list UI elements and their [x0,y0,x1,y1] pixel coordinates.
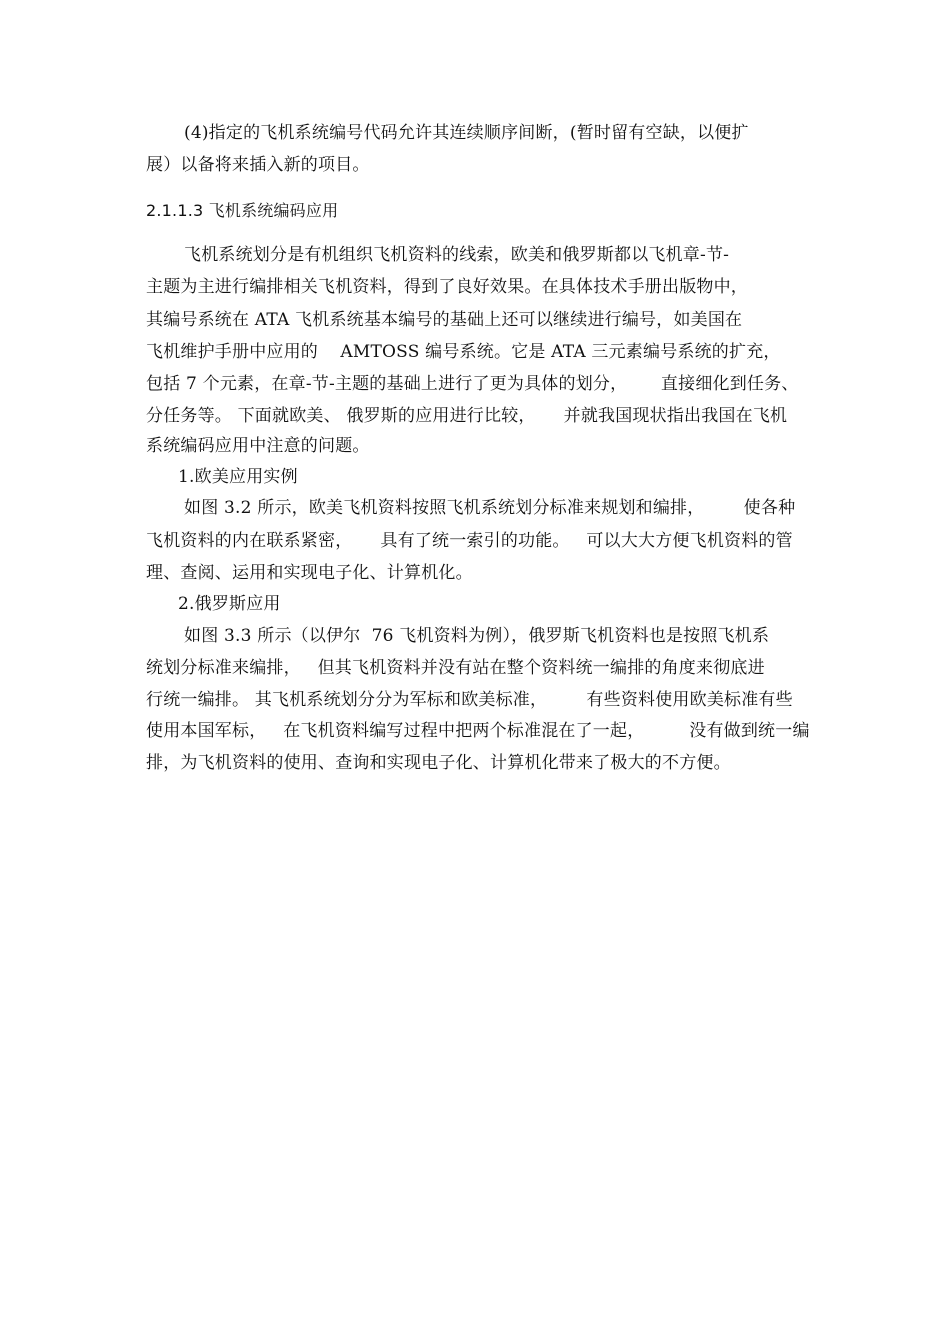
paragraph-line: 理、查阅、运用和实现电子化、计算机化。 [146,563,473,583]
paragraph-line: 行统一编排。 其飞机系统划分分为军标和欧美标准， 有些资料使用欧美标准有些 [146,690,793,710]
paragraph-line: 排，为飞机资料的使用、查询和实现电子化、计算机化带来了极大的不方便。 [146,753,731,773]
subsection-label: 1.欧美应用实例 [178,467,298,487]
paragraph-line: 使用本国军标， 在飞机资料编写过程中把两个标准混在了一起， 没有做到统一编 [146,721,810,741]
paragraph-line: 展）以备将来插入新的项目。 [146,155,370,175]
subsection-label: 2.俄罗斯应用 [178,594,281,614]
paragraph-line: 统划分标准来编排， 但其飞机资料并没有站在整个资料统一编排的角度来彻底进 [146,658,765,678]
paragraph-line: 飞机资料的内在联系紧密， 具有了统一索引的功能。 可以大大方便飞机资料的管 [146,531,793,551]
paragraph-line: 其编号系统在 ATA 飞机系统基本编号的基础上还可以继续进行编号，如美国在 [146,310,743,330]
paragraph-line: 系统编码应用中注意的问题。 [146,436,370,456]
paragraph-line: 如图 3.2 所示，欧美飞机资料按照飞机系统划分标准来规划和编排， 使各种 [184,498,796,518]
paragraph-line: 分任务等。 下面就欧美、 俄罗斯的应用进行比较， 并就我国现状指出我国在飞机 [146,406,788,426]
paragraph-line: 飞机维护手册中应用的 AMTOSS 编号系统。它是 ATA 三元素编号系统的扩充， [146,342,781,362]
section-heading: 2.1.1.3 飞机系统编码应用 [146,201,339,220]
paragraph-line: 包括 7 个元素，在章-节-主题的基础上进行了更为具体的划分， 直接细化到任务、 [146,374,799,394]
paragraph-line: 如图 3.3 所示（以伊尔 76 飞机资料为例），俄罗斯飞机资料也是按照飞机系 [184,626,770,646]
paragraph-line: 主题为主进行编排相关飞机资料，得到了良好效果。在具体技术手册出版物中， [146,277,748,297]
paragraph-line: 飞机系统划分是有机组织飞机资料的线索，欧美和俄罗斯都以飞机章-节- [184,245,730,265]
paragraph-line: (4)指定的飞机系统编号代码允许其连续顺序间断，(暂时留有空缺，以便扩 [184,123,749,143]
